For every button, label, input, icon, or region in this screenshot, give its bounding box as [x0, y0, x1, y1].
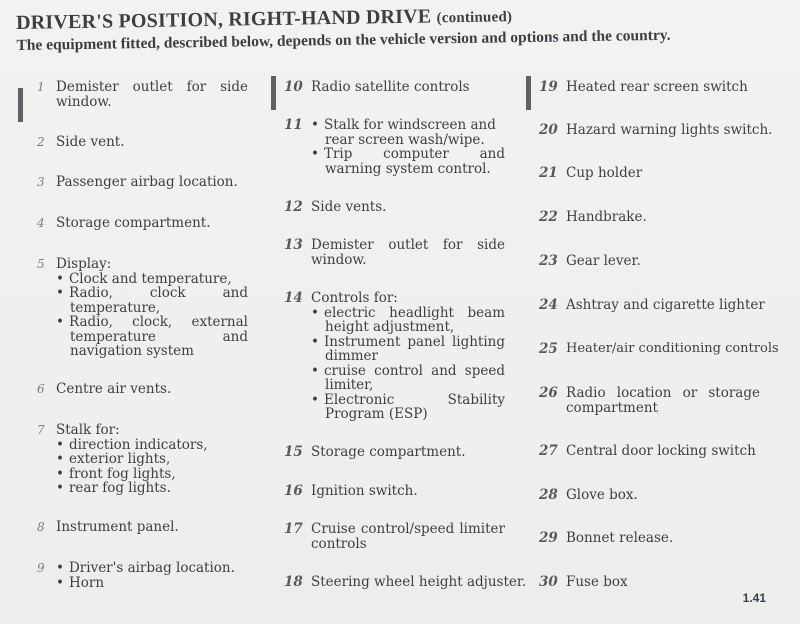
- column-marker: [18, 88, 23, 122]
- item-number: 18: [284, 574, 303, 590]
- item-number: 8: [37, 520, 45, 534]
- item-text: Ignition switch.: [311, 483, 418, 499]
- item-text: Storage compartment.: [311, 444, 466, 460]
- item-text: Bonnet release.: [566, 530, 674, 546]
- item-text: Radio location or storage compartment: [566, 385, 760, 416]
- title-suffix: (continued): [436, 9, 513, 27]
- bullet-item: • Trip computer and warning system control.: [311, 147, 505, 176]
- item-number: 19: [539, 79, 558, 95]
- item-number: 28: [539, 487, 558, 503]
- item-number: 7: [37, 423, 45, 437]
- item-number: 14: [284, 290, 303, 306]
- item-text: Cruise control/speed limiter controls: [311, 521, 505, 552]
- item-number: 11: [284, 117, 303, 133]
- item-text: Side vents.: [311, 199, 387, 215]
- item-number: 22: [539, 209, 558, 225]
- item-number: 1: [37, 80, 45, 94]
- bullet-item: • front fog lights,: [56, 467, 248, 482]
- item-number: 16: [284, 483, 303, 499]
- item-number: 20: [539, 122, 558, 138]
- item-number: 6: [37, 382, 45, 396]
- item-text: Hazard warning lights switch.: [566, 122, 773, 138]
- column-marker: [271, 76, 276, 110]
- item-number: 23: [539, 253, 558, 269]
- item-number: 15: [284, 444, 303, 460]
- item-text: Demister outlet for side window.: [311, 237, 505, 268]
- bullet-item: • Radio, clock, external temperature and navigation system: [56, 315, 248, 359]
- item-number: 10: [284, 79, 303, 95]
- item-text: Display: • Clock and temperature, • Radio, clock and temperature, • Radio, clock, external temperature and navigation system: [56, 257, 248, 359]
- bullet-item: • rear fog lights.: [56, 481, 248, 496]
- bullet-item: • direction indicators,: [56, 438, 248, 453]
- page-header: [16, 0, 797, 55]
- item-number: 24: [539, 297, 558, 313]
- item-text: Controls for: • electric headlight beam height adjustment, • Instrument panel lighting dimmer • cruise control and speed limiter, • Electronic Stability Program (ESP): [311, 291, 505, 422]
- item-text: Heater/air conditioning controls: [566, 341, 779, 356]
- item-number: 3: [37, 175, 45, 189]
- bullet-item: • Horn: [56, 576, 248, 591]
- item-text: Gear lever.: [566, 253, 641, 269]
- item-number: 5: [37, 257, 45, 271]
- item-text: Centre air vents.: [56, 381, 172, 397]
- item-text: Storage compartment.: [56, 215, 211, 231]
- bullet-item: • Driver's airbag location.: [56, 561, 248, 576]
- bullet-item: • Stalk for windscreen and rear screen wash/wipe.: [311, 118, 505, 147]
- item-number: 12: [284, 199, 303, 215]
- item-number: 29: [539, 530, 558, 546]
- page-title: DRIVER'S POSITION, RIGHT-HAND DRIVE (continued): [16, 5, 513, 34]
- item-number: 27: [539, 443, 558, 459]
- bullet-item: • cruise control and speed limiter,: [311, 364, 505, 393]
- item-number: 25: [539, 341, 558, 357]
- page-number: 1.41: [742, 591, 766, 605]
- item-text: [311, 118, 505, 176]
- item-text: Handbrake.: [566, 209, 647, 225]
- bullet-item: • exterior lights,: [56, 452, 248, 467]
- item-number: 4: [37, 216, 45, 230]
- item-text: Stalk for: • direction indicators, • exterior lights, • front fog lights, • rear fog lights.: [56, 423, 248, 496]
- item-number: 26: [539, 385, 558, 401]
- item-text: Radio satellite controls: [311, 79, 470, 95]
- item-text: Passenger airbag location.: [56, 174, 238, 190]
- bullet-item: • electric headlight beam height adjustment,: [311, 306, 505, 335]
- item-text: [56, 561, 248, 590]
- item-text: Ashtray and cigarette lighter: [566, 297, 765, 313]
- item-text: Glove box.: [566, 487, 638, 503]
- item-number: 2: [37, 135, 45, 149]
- item-number: 13: [284, 237, 303, 253]
- item-text: Side vent.: [56, 134, 125, 150]
- bullet-item: • Electronic Stability Program (ESP): [311, 393, 505, 422]
- item-text: Cup holder: [566, 165, 643, 181]
- item-text: Heated rear screen switch: [566, 79, 748, 95]
- bullet-item: • Radio, clock and temperature,: [56, 286, 248, 315]
- bullet-item: • Instrument panel lighting dimmer: [311, 335, 505, 364]
- item-text: Instrument panel.: [56, 519, 179, 535]
- item-text: Fuse box: [566, 574, 628, 590]
- item-number: 21: [539, 165, 558, 181]
- page-subtitle: The equipment fitted, described below, depends on the vehicle version and options and the country.: [16, 26, 671, 54]
- item-number: 30: [539, 574, 558, 590]
- item-text: Central door locking switch: [566, 443, 756, 459]
- column-marker: [526, 76, 531, 110]
- bullet-item: • Clock and temperature,: [56, 272, 248, 287]
- item-text: Steering wheel height adjuster.: [311, 574, 527, 590]
- item-text: Demister outlet for side window.: [56, 79, 248, 110]
- item-number: 17: [284, 521, 303, 537]
- item-number: 9: [37, 561, 45, 575]
